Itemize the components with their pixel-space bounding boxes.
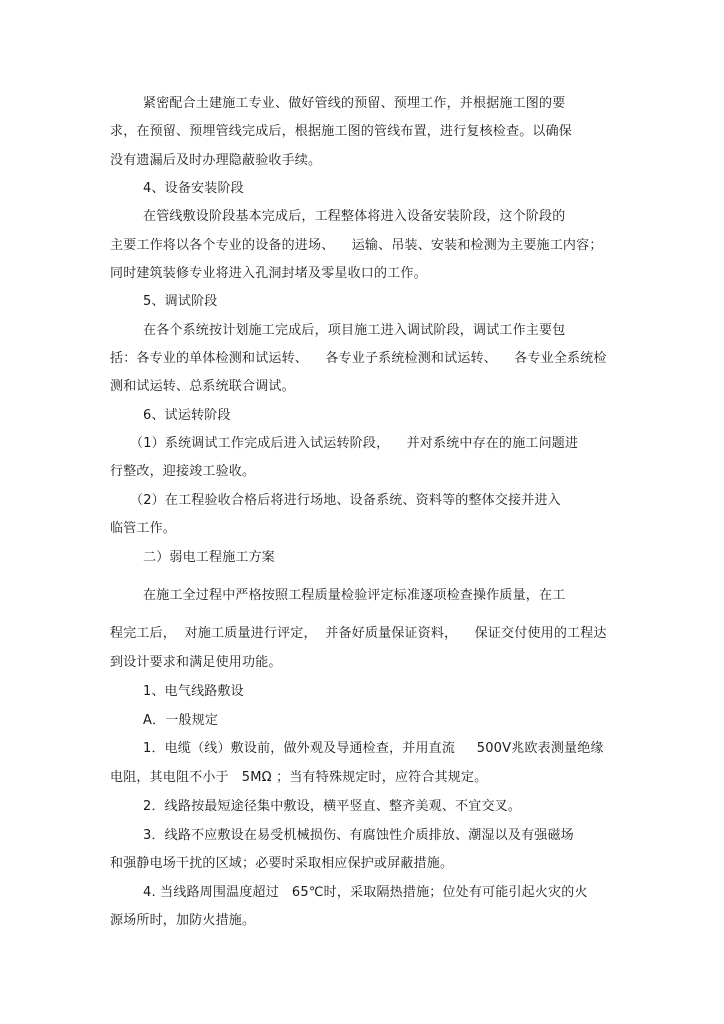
text-line: 在管线敷设阶段基本完成后，工程整体将进入设备安装阶段，这个阶段的 (143, 209, 566, 224)
text-line: 源场所时，加防火措施。 (110, 913, 256, 928)
text-line: 和强静电场干扰的区域；必要时采取相应保护或屏蔽措施。 (110, 856, 454, 871)
text-line: 电阻，其电阻不小于 5MΩ ；当有特殊规定时，应符合其规定。 (110, 770, 488, 785)
text-line: 括：各专业的单体检测和试运转、 各专业子系统检测和试运转、 各专业全系统检 (110, 351, 607, 366)
text-line: 行整改，迎接竣工验收。 (110, 464, 256, 479)
text-line: 临管工作。 (110, 521, 177, 536)
text-line: 2．线路按最短途径集中敷设，横平竖直、整齐美观、不宜交叉。 (143, 799, 522, 814)
text-line: 到设计要求和满足使用功能。 (110, 655, 282, 670)
section-heading: 二）弱电工程施工方案 (143, 550, 276, 565)
text-line: （1）系统调试工作完成后进入试运转阶段， 并对系统中存在的施工问题进 (130, 436, 579, 451)
text-line: 测和试运转、总系统联合调试。 (110, 379, 295, 394)
text-line: 同时建筑装修专业将进入孔洞封堵及零星收口的工作。 (110, 266, 427, 281)
text-line: 在各个系统按计划施工完成后，项目施工进入调试阶段，调试工作主要包 (143, 323, 566, 338)
text-line: 求，在预留、预埋管线完成后，根据施工图的管线布置，进行复核检查。以确保 (110, 124, 573, 139)
text-line: 4. 当线路周围温度超过 65℃时，采取隔热措施；位处有可能引起火灾的火 (143, 885, 588, 900)
section-heading: 1、电气线路敷设 (143, 684, 244, 699)
text-line: 1．电缆（线）敷设前，做外观及导通检查，并用直流 500V兆欧表测量绝缘 (143, 741, 604, 756)
section-heading: 4、设备安装阶段 (143, 181, 244, 196)
text-line: 紧密配合土建施工专业、做好管线的预留、预埋工作，并根据施工图的要 (143, 96, 566, 111)
sub-heading: A．一般规定 (143, 713, 219, 728)
text-line: 程完工后， 对施工质量进行评定， 并备好质量保证资料， 保证交付使用的工程达 (110, 626, 607, 641)
section-heading: 5、调试阶段 (143, 294, 218, 309)
text-line: 3．线路不应敷设在易受机械损伤、有腐蚀性介质排放、潮湿以及有强磁场 (143, 828, 574, 843)
text-line: 没有遗漏后及时办理隐蔽验收手续。 (110, 153, 322, 168)
text-line: 主要工作将以各个专业的设备的进场、 运输、吊装、安装和检测为主要施工内容； (110, 238, 603, 253)
section-heading: 6、试运转阶段 (143, 408, 231, 423)
text-line: 在施工全过程中严格按照工程质量检验评定标准逐项检查操作质量，在工 (143, 588, 566, 603)
text-line: （2）在工程验收合格后将进行场地、设备系统、资料等的整体交接并进入 (130, 493, 561, 508)
